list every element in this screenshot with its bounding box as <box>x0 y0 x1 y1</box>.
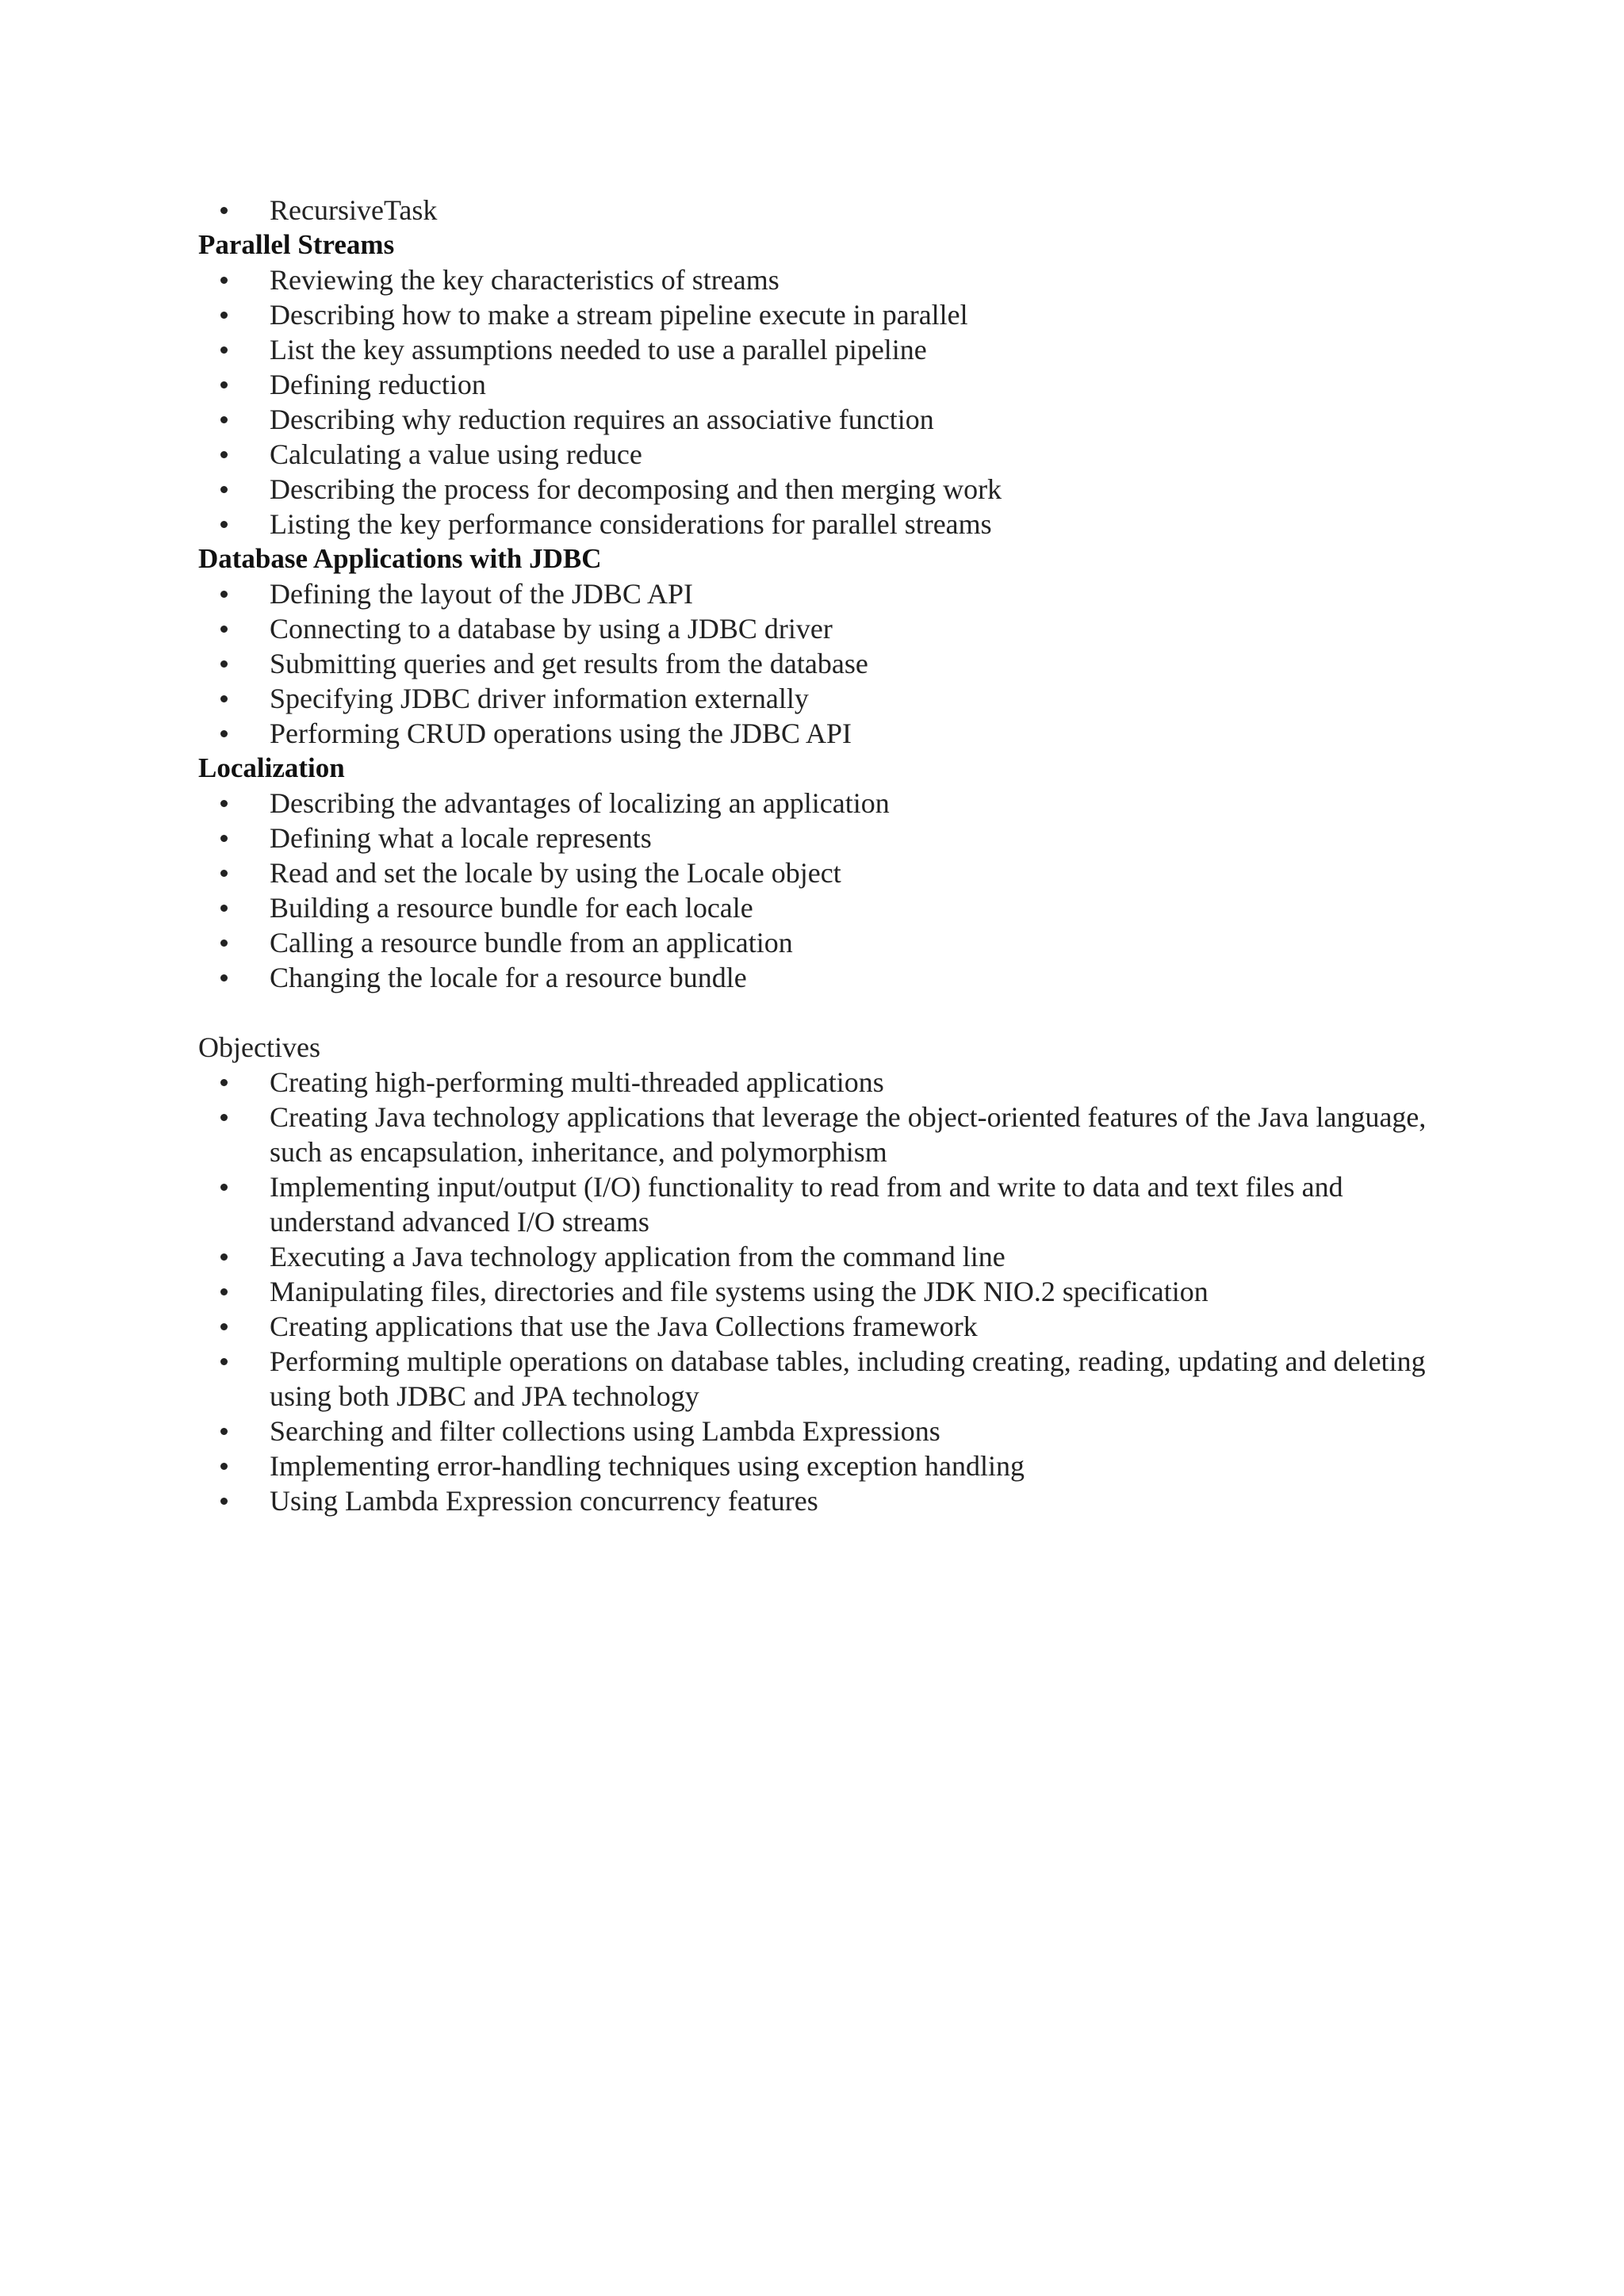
bullet-icon <box>217 1344 236 1379</box>
objectives-list <box>198 1065 1435 1518</box>
document-page <box>198 193 1435 1518</box>
bullet-icon <box>217 262 236 297</box>
list-item-text: Creating high-performing multi-threaded applications <box>270 1066 884 1098</box>
recursive-list <box>198 193 1435 228</box>
bullet-icon <box>217 716 236 751</box>
bullet-icon <box>217 1448 236 1483</box>
parallel-streams-list <box>198 262 1435 541</box>
bullet-icon <box>217 402 236 437</box>
list-item-text: Building a resource bundle for each locale <box>270 892 753 924</box>
list-item-text: RecursiveTask <box>270 194 438 226</box>
list-item <box>198 193 1435 228</box>
list-item <box>198 262 1435 297</box>
list-item-text: Describing the process for decomposing and then merging work <box>270 473 1002 505</box>
list-item <box>198 1414 1435 1448</box>
list-item-text: Creating Java technology applications that leverage the object-oriented features of the Java language, such as encapsulation, inheritance, and polymorphism <box>270 1101 1427 1168</box>
list-item-text: Describing the advantages of localizing an application <box>270 787 890 819</box>
list-item <box>198 611 1435 646</box>
list-item <box>198 576 1435 611</box>
list-item <box>198 402 1435 437</box>
list-item <box>198 890 1435 925</box>
list-item-text: Implementing input/output (I/O) functionality to read from and write to data and text files and understand advanced I/O streams <box>270 1171 1343 1238</box>
section-heading-jdbc: Database Applications with JDBC <box>198 543 602 574</box>
bullet-icon <box>217 1483 236 1518</box>
bullet-icon <box>217 297 236 332</box>
list-item-text: Specifying JDBC driver information externally <box>270 683 809 714</box>
list-item <box>198 925 1435 960</box>
list-item-text: Defining reduction <box>270 369 486 400</box>
bullet-icon <box>217 1414 236 1448</box>
localization-list <box>198 786 1435 995</box>
section-heading-parallel-streams: Parallel Streams <box>198 229 395 260</box>
list-item-text: Executing a Java technology application from the command line <box>270 1241 1005 1272</box>
bullet-icon <box>217 960 236 995</box>
list-item-text: Reviewing the key characteristics of streams <box>270 264 779 296</box>
bullet-icon <box>217 576 236 611</box>
bullet-icon <box>217 1239 236 1274</box>
list-item <box>198 681 1435 716</box>
bullet-icon <box>217 821 236 855</box>
bullet-icon <box>217 890 236 925</box>
bullet-icon <box>217 681 236 716</box>
list-item <box>198 332 1435 367</box>
section-heading-localization: Localization <box>198 752 345 783</box>
list-item-text: Using Lambda Expression concurrency features <box>270 1485 818 1517</box>
bullet-icon <box>217 193 236 228</box>
list-item <box>198 855 1435 890</box>
list-item <box>198 1100 1435 1169</box>
list-item-text: Changing the locale for a resource bundle <box>270 962 747 993</box>
list-item <box>198 960 1435 995</box>
bullet-icon <box>217 472 236 507</box>
list-item <box>198 1344 1435 1414</box>
bullet-icon <box>217 646 236 681</box>
list-item <box>198 821 1435 855</box>
list-item-text: Read and set the locale by using the Locale object <box>270 857 841 889</box>
list-item <box>198 1448 1435 1483</box>
jdbc-list <box>198 576 1435 751</box>
list-item-text: Calculating a value using reduce <box>270 438 642 470</box>
list-item-text: Submitting queries and get results from the database <box>270 648 868 679</box>
list-item <box>198 507 1435 541</box>
bullet-icon <box>217 1100 236 1135</box>
list-item <box>198 786 1435 821</box>
list-item-text: Performing CRUD operations using the JDBC API <box>270 718 852 749</box>
list-item-text: Listing the key performance considerations for parallel streams <box>270 508 992 540</box>
bullet-icon <box>217 1274 236 1309</box>
list-item <box>198 437 1435 472</box>
bullet-icon <box>217 1169 236 1204</box>
list-item <box>198 1309 1435 1344</box>
list-item <box>198 1065 1435 1100</box>
bullet-icon <box>217 855 236 890</box>
objectives-heading: Objectives <box>198 1031 320 1063</box>
list-item-text: Implementing error-handling techniques using exception handling <box>270 1450 1025 1482</box>
bullet-icon <box>217 437 236 472</box>
bullet-icon <box>217 367 236 402</box>
list-item <box>198 367 1435 402</box>
bullet-icon <box>217 925 236 960</box>
bullet-icon <box>217 507 236 541</box>
list-item <box>198 1169 1435 1239</box>
list-item-text: Defining the layout of the JDBC API <box>270 578 693 610</box>
list-item <box>198 716 1435 751</box>
list-item-text: Creating applications that use the Java Collections framework <box>270 1311 978 1342</box>
list-item-text: Performing multiple operations on database tables, including creating, reading, updating and deleting using both JDBC and JPA technology <box>270 1345 1426 1412</box>
list-item-text: Connecting to a database by using a JDBC driver <box>270 613 833 645</box>
bullet-icon <box>217 611 236 646</box>
list-item-text: List the key assumptions needed to use a parallel pipeline <box>270 334 927 365</box>
list-item-text: Calling a resource bundle from an application <box>270 927 793 959</box>
list-item <box>198 297 1435 332</box>
list-item <box>198 1483 1435 1518</box>
list-item <box>198 1274 1435 1309</box>
list-item <box>198 646 1435 681</box>
list-item-text: Defining what a locale represents <box>270 822 652 854</box>
list-item-text: Searching and filter collections using Lambda Expressions <box>270 1415 940 1447</box>
bullet-icon <box>217 332 236 367</box>
list-item <box>198 1239 1435 1274</box>
list-item <box>198 472 1435 507</box>
bullet-icon <box>217 1309 236 1344</box>
bullet-icon <box>217 1065 236 1100</box>
list-item-text: Describing why reduction requires an associative function <box>270 404 934 435</box>
list-item-text: Describing how to make a stream pipeline execute in parallel <box>270 299 968 331</box>
list-item-text: Manipulating files, directories and file systems using the JDK NIO.2 specification <box>270 1276 1208 1307</box>
bullet-icon <box>217 786 236 821</box>
